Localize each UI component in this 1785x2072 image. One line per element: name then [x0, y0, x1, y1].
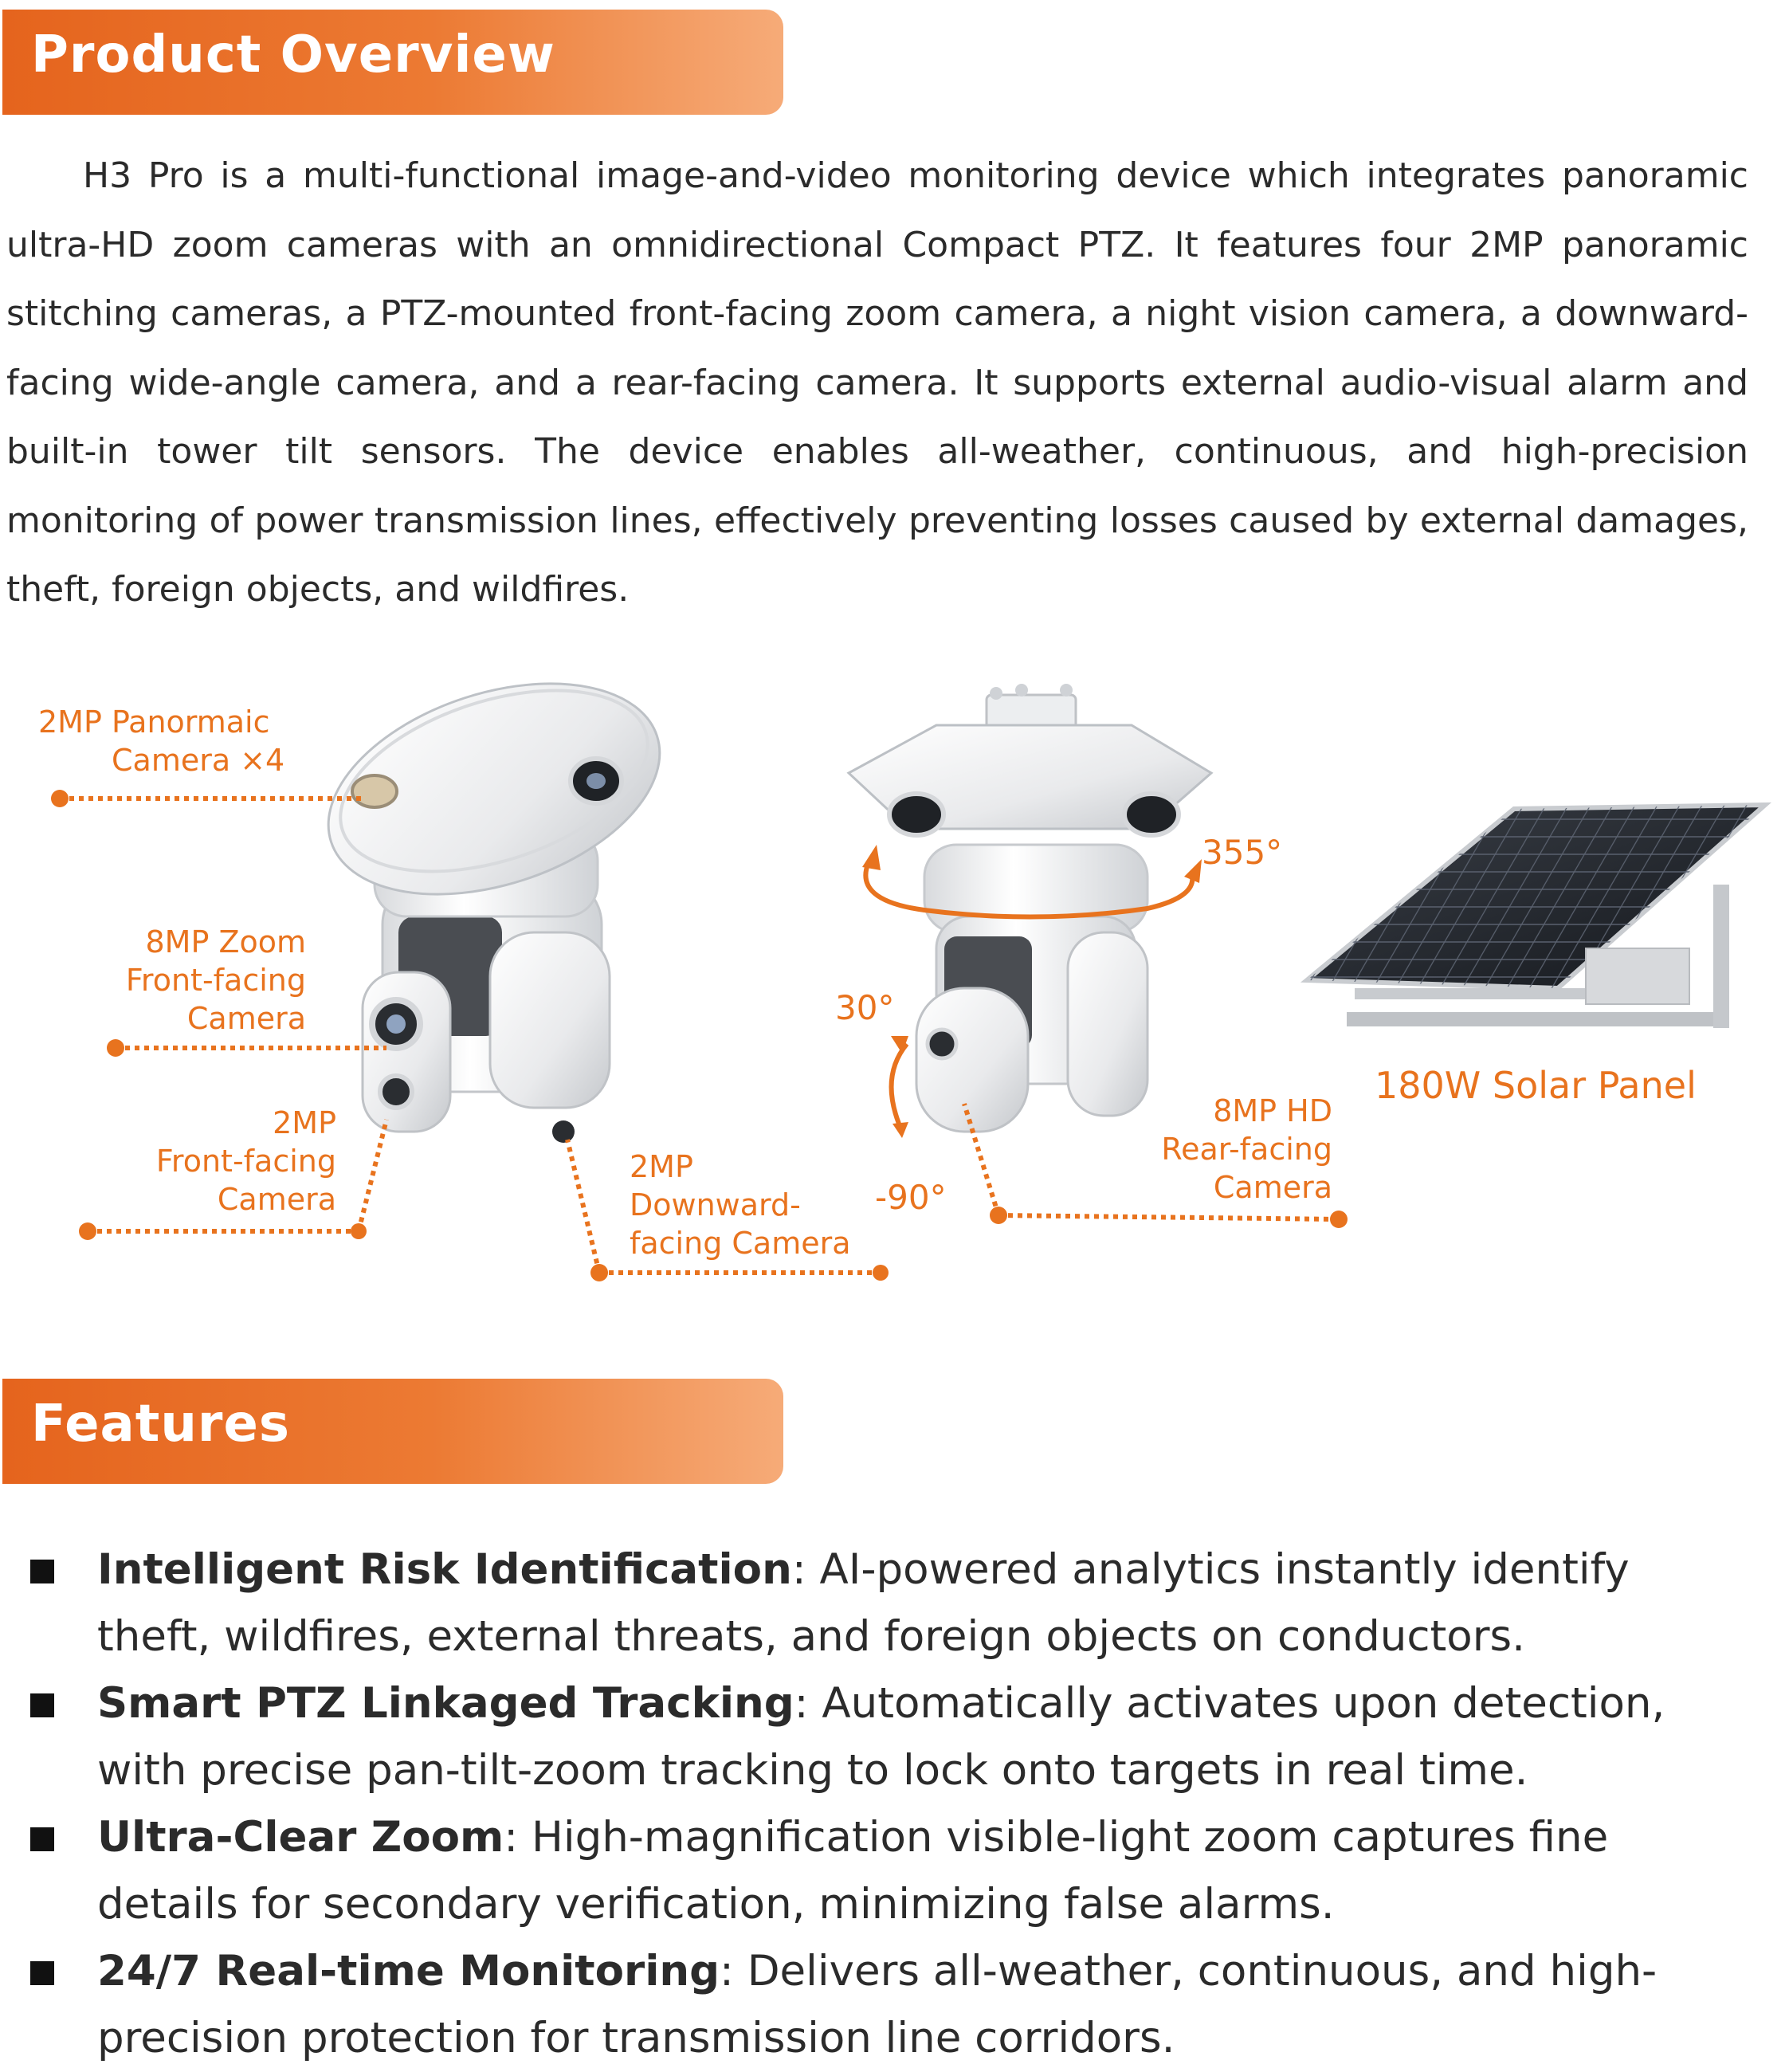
angle-tilt-up: 30°	[835, 988, 895, 1027]
square-bullet-icon	[30, 1693, 54, 1717]
callout-line: 2MP	[273, 1105, 336, 1140]
arrow-head-icon	[862, 845, 881, 870]
overview-paragraph	[6, 142, 1748, 625]
callout-panoramic	[38, 703, 284, 779]
callout-zoom	[112, 923, 306, 1038]
feature-title: Smart PTZ Linkaged Tracking	[97, 1679, 794, 1728]
callout-line: Camera	[186, 1001, 306, 1036]
callout-front	[135, 1104, 336, 1218]
feature-title: 24/7 Real-time Monitoring	[97, 1947, 720, 1995]
callout-line: Camera	[1213, 1170, 1332, 1205]
callout-line: Camera ×4	[112, 743, 285, 778]
feature-item	[97, 1536, 1747, 1670]
callout-line: 8MP Zoom	[145, 924, 306, 959]
feature-item	[97, 1938, 1747, 2072]
feature-title: Intelligent Risk Identification	[97, 1545, 792, 1594]
section-title: Product Overview	[31, 26, 555, 84]
feature-title: Ultra-Clear Zoom	[97, 1813, 504, 1862]
overview-text: H3 Pro is a multi-functional image-and-video monitoring device which integrates panoramic ultra-HD zoom cameras with an omnidirectional Compact PTZ. It features four 2MP panoramic stitching cameras, a PTZ-mounted front-facing zoom camera, a night vision camera, a downward-facing wide-angle camera, and a rear-facing camera. It supports external audio-visual alarm and built-in tower tilt sensors. The device enables all-weather, continuous, and high-precision monitoring of power transmission lines, effectively preventing losses caused by external damages, theft, foreign objects, and wildfires.	[6, 155, 1748, 610]
square-bullet-icon	[30, 1827, 54, 1851]
square-bullet-icon	[30, 1560, 54, 1583]
callout-line: Downward-	[630, 1187, 801, 1222]
angle-pan: 355°	[1202, 833, 1283, 872]
callout-line: 2MP	[630, 1149, 693, 1184]
feature-text: : Delivers all-weather, continuous, and high-precision protection for transmission line corridors.	[97, 1947, 1658, 2062]
feature-text: : Automatically activates upon detection, with precise pan-tilt-zoom tracking to lock onto targets in real time.	[97, 1679, 1665, 1795]
arrow-head-icon	[1184, 859, 1202, 883]
callout-line: facing Camera	[630, 1226, 851, 1261]
arrow-head-icon	[892, 1122, 908, 1138]
solar-panel-image	[1307, 805, 1765, 1028]
callout-line: Front-facing	[125, 963, 306, 998]
callout-solar: 180W Solar Panel	[1375, 1064, 1697, 1107]
callout-line: Camera	[217, 1182, 336, 1217]
section-title: Features	[31, 1395, 290, 1454]
square-bullet-icon	[30, 1961, 54, 1985]
feature-text: : High-magnification visible-light zoom captures fine details for secondary verification, minimizing false alarms.	[97, 1813, 1609, 1929]
section-banner-overview	[2, 10, 783, 115]
feature-item	[97, 1670, 1747, 1804]
feature-text: : AI-powered analytics instantly identify theft, wildfires, external threats, and foreign objects on conductors.	[97, 1545, 1630, 1661]
camera-device-left	[301, 661, 686, 1143]
callout-downward	[630, 1148, 851, 1262]
feature-item	[97, 1804, 1747, 1938]
callout-line: 8MP HD	[1213, 1093, 1332, 1128]
angle-tilt-down: -90°	[875, 1178, 947, 1217]
section-banner-features	[2, 1379, 783, 1484]
callout-line: Rear-facing	[1161, 1132, 1332, 1167]
callout-line: Front-facing	[155, 1144, 336, 1179]
callout-line: 2MP Panormaic	[38, 704, 270, 740]
callout-rear	[1140, 1092, 1332, 1207]
